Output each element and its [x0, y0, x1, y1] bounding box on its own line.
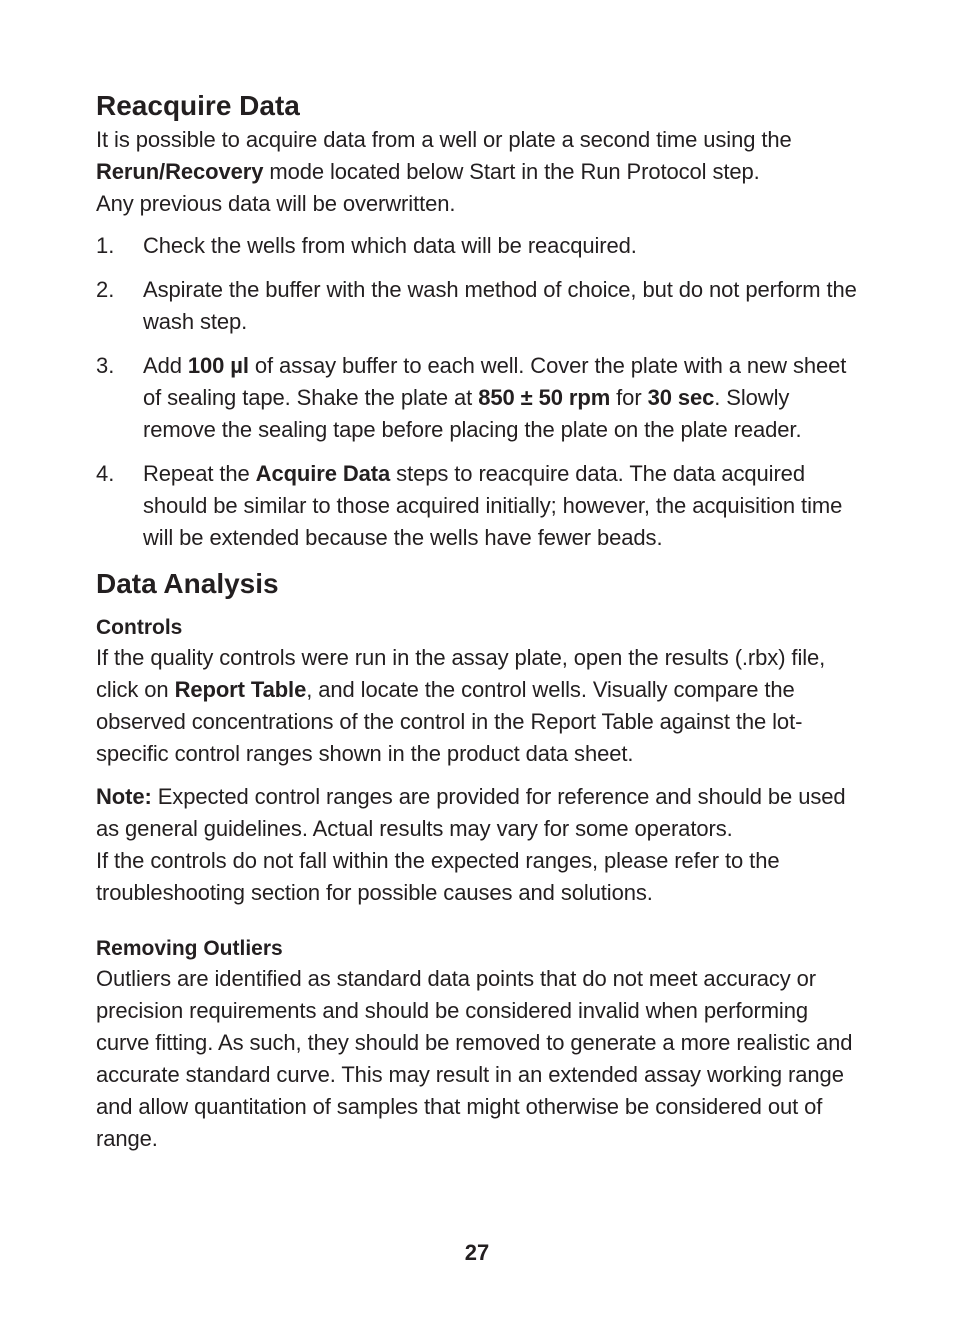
step-2-text: Aspirate the buffer with the wash method of choice, but do not perform the wash step. — [143, 277, 857, 334]
removing-outliers-heading: Removing Outliers — [96, 937, 283, 960]
step-4-text-2: steps to reacquire data. The data acquired should be similar to those acquired initially; however, the acquisition time will be extended because the wells have fewer beads. — [143, 461, 843, 550]
list-item — [96, 350, 866, 446]
outliers-paragraph: Outliers are identified as standard data points that do not meet accuracy or precision requirements and should be considered invalid when performing curve fitting. As such, they should be removed to generate a more realistic and accurate standard curve. This may result in an extended assay working range and allow quantitation of samples that might otherwise be considered out of range. — [96, 966, 853, 1151]
step-text — [143, 274, 866, 338]
note-text-1: Expected control ranges are provided for reference and should be used as general guidelines. Actual results may vary for some operators. — [96, 784, 846, 841]
step-number: 3. — [96, 353, 115, 378]
report-table-term: Report Table — [174, 677, 307, 702]
rerun-recovery-term: Rerun/Recovery — [96, 159, 264, 184]
reacquire-intro — [96, 124, 866, 220]
note-label: Note: — [96, 784, 152, 809]
step-number: 4. — [96, 461, 115, 486]
step-number: 2. — [96, 277, 115, 302]
step-text — [143, 458, 866, 554]
step-text — [143, 350, 866, 446]
step-number: 1. — [96, 233, 115, 258]
acquire-data-term: Acquire Data — [255, 461, 391, 486]
reacquire-data-heading: Reacquire Data — [96, 90, 300, 121]
step-1-text: Check the wells from which data will be reacquired. — [143, 233, 637, 258]
controls-paragraph — [96, 642, 866, 770]
step-text — [143, 230, 866, 262]
page-content — [96, 88, 866, 1155]
page-number: 27 — [464, 1240, 490, 1265]
list-item — [96, 230, 866, 262]
controls-text-1: If the quality controls were run in the assay plate, open the results (.rbx) file, click on — [96, 645, 826, 702]
volume-value: 100 µl — [187, 353, 249, 378]
controls-text-2: , and locate the control wells. Visually compare the observed concentrations of the control in the Report Table against the lot-specific control ranges shown in the product data sheet. — [96, 677, 803, 766]
controls-heading: Controls — [96, 616, 183, 639]
list-item — [96, 458, 866, 554]
intro-text-2: mode located below Start in the Run Protocol step. — [263, 159, 760, 184]
intro-text-1: It is possible to acquire data from a well or plate a second time using the — [96, 127, 792, 152]
step-3-text-2: of assay buffer to each well. Cover the plate with a new sheet of sealing tape. Shake the plate at — [143, 353, 847, 410]
intro-text-3: Any previous data will be overwritten. — [96, 191, 456, 216]
list-item — [96, 274, 866, 338]
duration-value: 30 sec — [647, 385, 715, 410]
step-3-text-1: Add — [143, 353, 188, 378]
data-analysis-heading: Data Analysis — [96, 568, 279, 599]
reacquire-steps-list — [96, 230, 866, 554]
step-3-text-4: . Slowly remove the sealing tape before placing the plate on the plate reader. — [143, 385, 802, 442]
step-3-text-3: for — [610, 385, 648, 410]
note-paragraph — [96, 781, 866, 909]
note-text-2: If the controls do not fall within the expected ranges, please refer to the troubleshooting section for possible causes and solutions. — [96, 848, 780, 905]
step-4-text-1: Repeat the — [143, 461, 256, 486]
speed-value: 850 ± 50 rpm — [478, 385, 611, 410]
